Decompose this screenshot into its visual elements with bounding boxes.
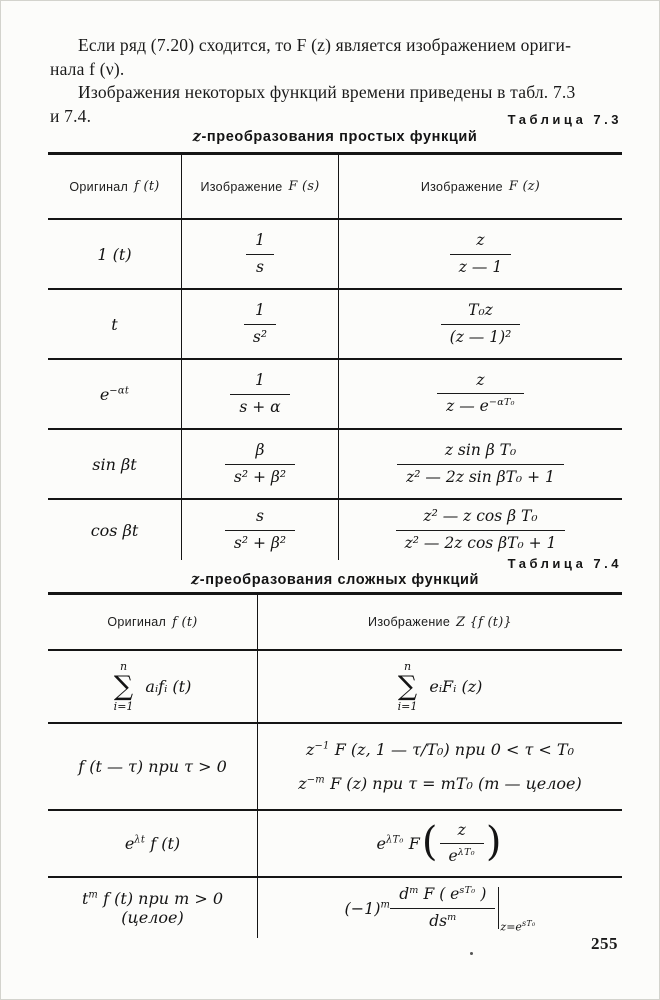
t73-r3-fs xyxy=(182,358,339,428)
exponent: λt xyxy=(134,834,146,846)
t73-r5-fz xyxy=(339,498,622,560)
page-number: 255 xyxy=(591,934,618,953)
exponent: −αT₀ xyxy=(488,397,515,409)
table-7-4 xyxy=(48,592,622,938)
base: e xyxy=(124,834,135,853)
evaluation-condition xyxy=(500,920,535,933)
fraction-numerator: T₀z xyxy=(441,301,521,324)
formula: cos βt xyxy=(90,520,139,540)
fraction-denominator: s² + β² xyxy=(233,467,287,486)
table-7-3-title-z: z xyxy=(192,128,202,145)
formula: aᵢfᵢ (t) xyxy=(145,677,192,696)
formula-line-1 xyxy=(306,740,574,759)
fraction-numerator: 1 xyxy=(230,371,289,394)
derivative-fraction xyxy=(390,885,495,931)
close-paren: ) xyxy=(475,885,487,904)
base: (−1) xyxy=(344,898,381,918)
t74-r1-image xyxy=(258,649,622,722)
table-7-4-title xyxy=(48,571,622,588)
fraction-numerator: z xyxy=(450,231,511,254)
t73-r5-fs xyxy=(182,498,339,560)
t74-r3-original xyxy=(48,809,258,876)
base: z xyxy=(298,774,307,793)
fraction-denominator xyxy=(437,394,524,417)
t73-r4-fz xyxy=(339,428,622,498)
function: F ( e xyxy=(418,885,460,904)
fraction-numerator: 1 xyxy=(244,301,276,324)
rest: F (z) при τ = mT₀ (m — целое) xyxy=(325,774,582,793)
sum-operator xyxy=(398,661,418,712)
formula: eᵢFᵢ (z) xyxy=(429,677,483,696)
base: z=e xyxy=(500,921,522,934)
t74-header-original xyxy=(48,595,258,649)
fraction-numerator: β xyxy=(225,441,295,464)
t73-r2-original xyxy=(48,288,182,358)
t73-r1-fz xyxy=(339,218,622,288)
fraction-denominator: s² xyxy=(252,327,268,346)
header-math: f (t) xyxy=(172,614,198,630)
d-symbol: d xyxy=(399,885,410,904)
header-label: Изображение xyxy=(420,179,503,194)
exponent: λT₀ xyxy=(385,834,404,846)
sum-lower-limit: i=1 xyxy=(397,700,418,713)
fraction-denominator: s xyxy=(256,257,264,276)
formula: sin βt xyxy=(92,454,137,474)
exponent: λT₀ xyxy=(457,846,475,858)
t73-r4-original xyxy=(48,428,182,498)
table-7-4-caption: Таблица 7.4 xyxy=(507,556,622,571)
formula: f (t — τ) при τ > 0 xyxy=(78,757,227,776)
exponent: −1 xyxy=(314,740,330,752)
t74-header-image xyxy=(258,595,622,649)
sigma-symbol: ∑ xyxy=(397,671,418,702)
fraction-numerator: z sin β T₀ xyxy=(397,441,564,464)
fraction-denominator: z — 1 xyxy=(458,257,503,276)
exponent: m xyxy=(447,911,457,923)
table-7-4-title-text: -преобразования сложных функций xyxy=(199,572,480,588)
formula: t xyxy=(111,314,118,334)
sum-lower-limit: i=1 xyxy=(113,700,134,713)
t74-r4-original xyxy=(48,876,258,938)
t74-r2-original xyxy=(48,722,258,809)
header-math: F (s) xyxy=(288,179,320,194)
base: z — e xyxy=(446,397,489,416)
base: e xyxy=(99,384,110,404)
exponent: −m xyxy=(306,774,325,786)
header-label: Оригинал xyxy=(69,179,129,194)
fraction-numerator xyxy=(390,885,495,909)
base: t xyxy=(81,889,89,908)
fraction-numerator: z xyxy=(437,371,524,394)
scan-speck xyxy=(470,952,473,955)
t73-header-fz xyxy=(339,155,622,218)
fraction-denominator xyxy=(440,844,484,867)
t73-r3-original xyxy=(48,358,182,428)
t74-r4-image xyxy=(258,876,622,938)
fraction-denominator: z² — 2z sin βT₀ + 1 xyxy=(406,467,555,486)
fraction-denominator xyxy=(390,909,495,932)
header-label: Оригинал xyxy=(107,615,167,629)
base: e xyxy=(448,847,458,866)
fraction-numerator: z² — z cos β T₀ xyxy=(396,507,566,530)
t73-header-fs xyxy=(182,155,339,218)
fraction-numerator: z xyxy=(440,821,484,844)
t73-r5-original xyxy=(48,498,182,560)
fraction-denominator: s² + β² xyxy=(233,533,287,552)
formula xyxy=(376,834,419,853)
t73-r1-fs xyxy=(182,218,339,288)
sum-upper-limit: n xyxy=(403,660,412,673)
header-math: F (z) xyxy=(508,179,541,194)
table-7-3-caption: Таблица 7.3 xyxy=(507,112,622,127)
sum-upper-limit: n xyxy=(119,660,128,673)
intro-line: и 7.4. xyxy=(50,105,92,126)
table-7-4-title-z: z xyxy=(190,571,200,588)
t73-r1-original xyxy=(48,218,182,288)
intro-line: нала f (ν). xyxy=(50,58,125,79)
header-math: Z {f (t)} xyxy=(456,614,512,630)
coefficient xyxy=(344,899,390,918)
t73-header-original xyxy=(48,155,182,218)
exponent: sT₀ xyxy=(459,884,476,896)
sigma-symbol: ∑ xyxy=(113,671,134,702)
formula: 1 (t) xyxy=(97,244,132,264)
intro-line: Если ряд (7.20) сходится, то F (z) является изображением ориги- xyxy=(78,35,572,55)
t74-r1-original xyxy=(48,649,258,722)
table-7-3 xyxy=(48,152,622,560)
t73-r3-fz xyxy=(339,358,622,428)
function-name: F xyxy=(403,834,420,853)
table-7-3-title-text: -преобразования простых функций xyxy=(201,129,478,145)
t74-r2-image xyxy=(258,722,622,809)
formula xyxy=(100,385,129,404)
rest: f (t) при m > 0 (целое) xyxy=(98,889,224,927)
t73-r4-fs xyxy=(182,428,339,498)
fraction-numerator: 1 xyxy=(246,231,274,254)
base: z xyxy=(306,740,315,759)
t74-r3-image: $e^{\lambda T_0}$ F ( $\frac{z}{e^{\lambda T_0}}$ ) xyxy=(258,809,622,876)
sum-operator xyxy=(114,661,134,712)
formula xyxy=(125,834,180,853)
t73-r2-fs xyxy=(182,288,339,358)
fraction-denominator: z² — 2z cos βT₀ + 1 xyxy=(404,533,557,552)
header-label: Изображение xyxy=(368,615,451,629)
exponent: m xyxy=(409,884,419,896)
table-7-3-title xyxy=(48,128,622,145)
header-math: f (t) xyxy=(134,179,160,194)
rest: F (z, 1 — τ/T₀) при 0 < τ < T₀ xyxy=(329,740,574,759)
rest: f (t) xyxy=(145,834,181,853)
exponent: m xyxy=(88,889,99,901)
fraction-denominator: s + α xyxy=(239,397,281,416)
header-label: Изображение xyxy=(200,179,283,194)
ds-symbol: ds xyxy=(429,911,448,930)
intro-line: Изображения некоторых функций времени приведены в табл. 7.3 xyxy=(78,82,576,102)
fraction-denominator: (z — 1)² xyxy=(449,327,512,346)
fraction-numerator: s xyxy=(225,507,295,530)
formula-line-2 xyxy=(298,774,581,793)
evaluated-at-bar xyxy=(498,887,536,934)
t73-r2-fz xyxy=(339,288,622,358)
exponent: m xyxy=(380,899,391,911)
formula xyxy=(52,889,253,927)
exponent: −αt xyxy=(109,385,130,397)
exponent: sT₀ xyxy=(521,919,536,929)
base: e xyxy=(376,834,386,853)
